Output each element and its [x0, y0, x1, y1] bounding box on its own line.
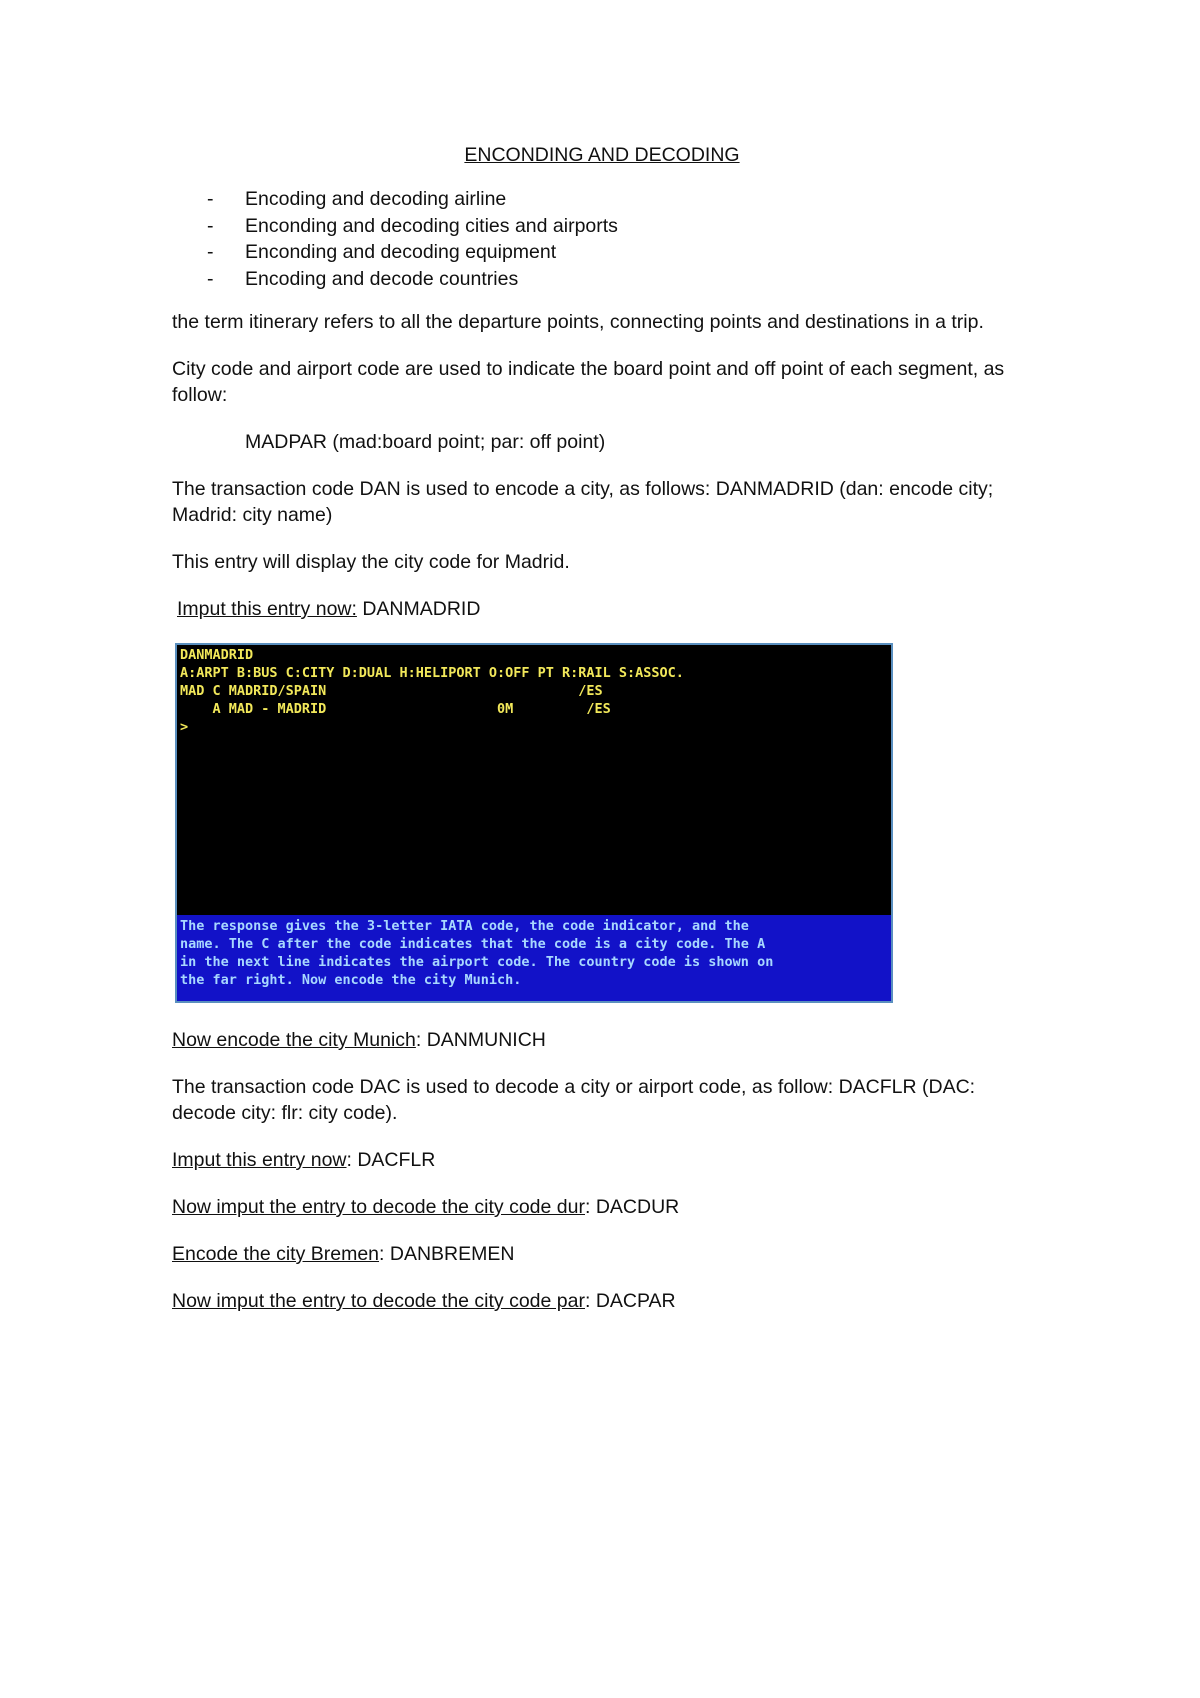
bremen-label: Encode the city Bremen: [172, 1243, 380, 1265]
topic-item: - Enconding and decoding equipment: [172, 239, 1032, 266]
input-madrid-instruction: [172, 596, 1032, 622]
terminal-screenshot: [175, 643, 893, 1003]
input-dacflr-instruction: [172, 1147, 1032, 1173]
decode-par-label: Now imput the entry to decode the city code par: [172, 1290, 585, 1312]
input-dacflr-label: Imput this entry now: [172, 1149, 347, 1171]
document-body: [172, 142, 1032, 1335]
help-line: the far right. Now encode the city Munich.: [180, 972, 522, 988]
decode-dur-instruction: [172, 1194, 1032, 1220]
dac-paragraph: The transaction code DAC is used to decode a city or airport code, as follow: DACFLR (DAC: decode city: flr: city code).: [172, 1076, 976, 1124]
display-paragraph: This entry will display the city code for Madrid.: [172, 551, 570, 573]
help-line: in the next line indicates the airport code. The country code is shown on: [180, 954, 774, 970]
dan-paragraph: The transaction code DAN is used to encode a city, as follows: DANMADRID (dan: encode city; Madrid: city name): [172, 478, 994, 526]
topic-item: - Encoding and decode countries: [172, 266, 1032, 293]
topic-list: [172, 186, 1032, 292]
help-line: name. The C after the code indicates that the code is a city code. The A: [180, 936, 766, 952]
city-code-paragraph: City code and airport code are used to indicate the board point and off point of each segment, as follow:: [172, 358, 1005, 406]
topic-item: - Enconding and decoding cities and airports: [172, 213, 1032, 240]
document-title: ENCONDING AND DECODING: [464, 144, 740, 166]
bremen-value: : DANBREMEN: [379, 1243, 515, 1265]
munich-value: : DANMUNICH: [415, 1029, 546, 1051]
terminal-line: MAD C MADRID/SPAIN /ES: [180, 683, 603, 699]
decode-dur-label: Now imput the entry to decode the city code dur: [172, 1196, 585, 1218]
terminal-help-panel: [177, 915, 891, 1003]
terminal-line: A:ARPT B:BUS C:CITY D:DUAL H:HELIPORT O:OFF PT R:RAIL S:ASSOC.: [180, 665, 684, 681]
decode-par-instruction: [172, 1288, 1032, 1314]
munich-instruction: [172, 1027, 1032, 1053]
decode-dur-value: : DACDUR: [584, 1196, 680, 1218]
bullet-dash: -: [207, 267, 214, 290]
input-madrid-label: Imput this entry now:: [177, 598, 357, 620]
bremen-instruction: [172, 1241, 1032, 1267]
munich-label: Now encode the city Munich: [172, 1029, 416, 1051]
input-madrid-value: DANMADRID: [356, 598, 481, 620]
help-line: The response gives the 3-letter IATA code, the code indicator, and the: [180, 918, 749, 934]
topic-item: - Encoding and decoding airline: [172, 186, 1032, 213]
input-dacflr-value: : DACFLR: [346, 1149, 436, 1171]
terminal-line: A MAD - MADRID 0M /ES: [180, 701, 611, 717]
bullet-dash: -: [207, 188, 214, 210]
decode-par-value: : DACPAR: [584, 1290, 676, 1312]
terminal-prompt: >: [180, 719, 189, 735]
madpar-example: MADPAR (mad:board point; par: off point): [245, 431, 606, 453]
itinerary-paragraph: the term itinerary refers to all the departure points, connecting points and destinations in a trip.: [172, 311, 984, 333]
bullet-dash: -: [207, 241, 214, 263]
terminal-screen: [177, 645, 891, 915]
bullet-dash: -: [207, 214, 214, 237]
terminal-line: DANMADRID: [180, 647, 254, 663]
